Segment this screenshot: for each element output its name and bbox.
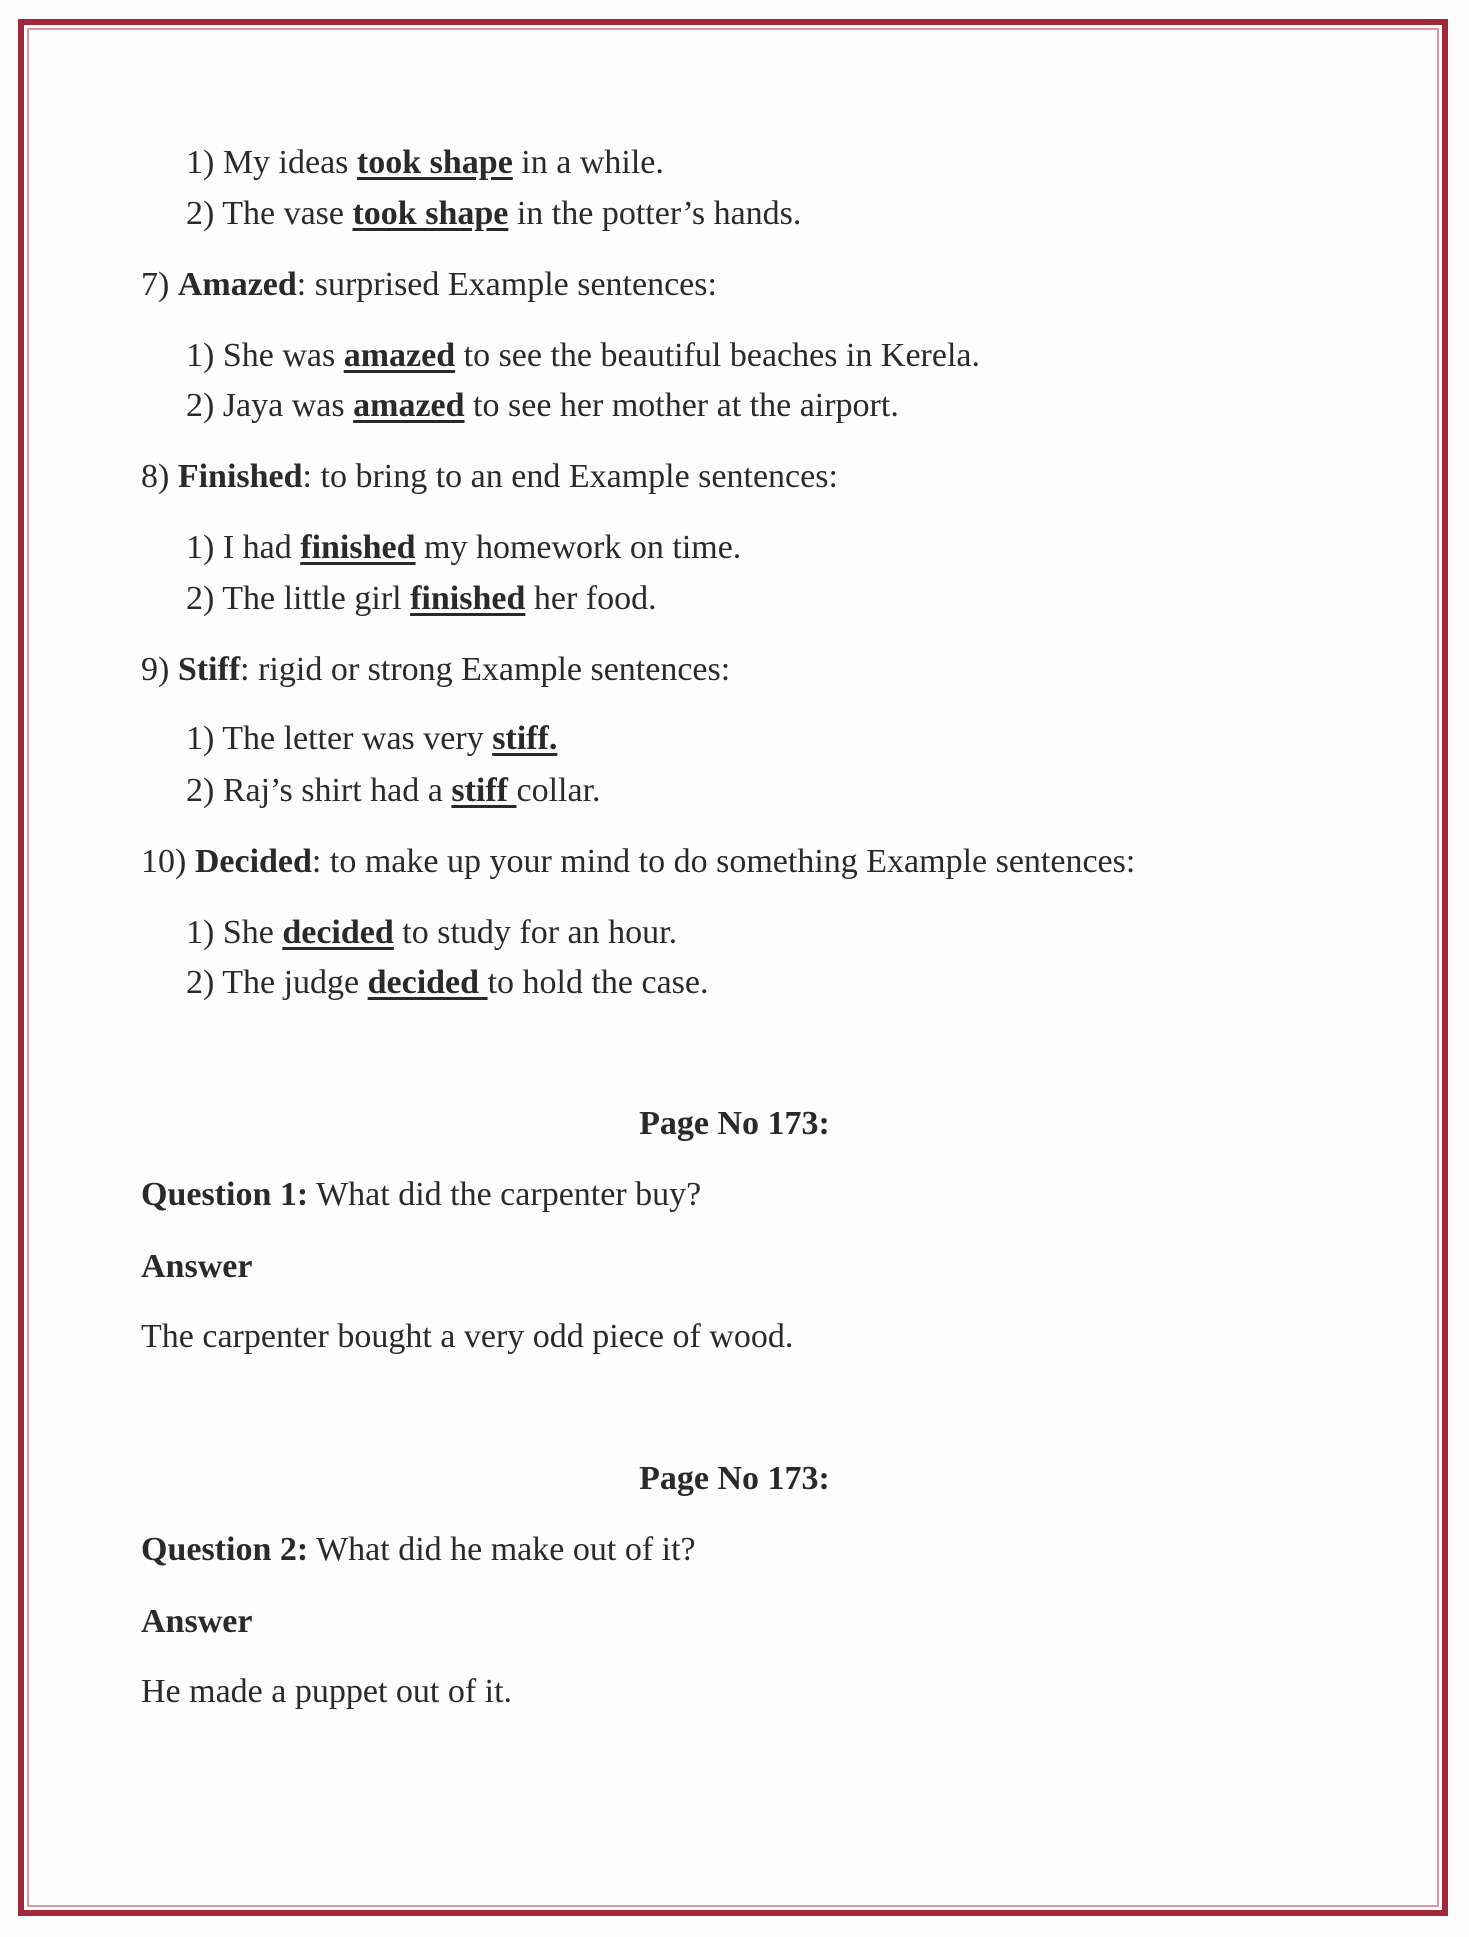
highlighted-word: finished bbox=[410, 580, 526, 617]
example-sentence bbox=[186, 963, 709, 1003]
text-span: collar. bbox=[516, 772, 601, 809]
example-sentence bbox=[186, 719, 557, 759]
text-span: : surprised Example sentences: bbox=[296, 266, 717, 303]
example-sentence bbox=[186, 579, 657, 619]
example-sentence bbox=[186, 336, 980, 376]
text-span: in a while. bbox=[512, 144, 664, 181]
text-span: 2) The judge bbox=[186, 964, 368, 1001]
highlighted-word: amazed bbox=[353, 387, 465, 424]
text-line bbox=[141, 1602, 252, 1642]
text-span: 10) bbox=[141, 843, 195, 880]
highlighted-word: stiff. bbox=[492, 720, 558, 757]
highlighted-word: stiff bbox=[451, 772, 517, 809]
page-number-heading bbox=[0, 1104, 1469, 1144]
example-sentence bbox=[186, 771, 601, 811]
text-line bbox=[141, 1530, 696, 1570]
example-sentence bbox=[186, 913, 677, 953]
example-sentence bbox=[186, 386, 899, 426]
highlighted-word: amazed bbox=[343, 337, 456, 374]
highlighted-word: decided bbox=[367, 964, 488, 1001]
text-span: 7) bbox=[141, 266, 178, 303]
highlighted-word: finished bbox=[300, 529, 416, 566]
highlighted-word: decided bbox=[282, 914, 394, 951]
highlighted-word: took shape bbox=[356, 144, 513, 181]
text-line bbox=[141, 265, 717, 305]
bold-term: Stiff bbox=[177, 651, 241, 688]
bold-term: Answer bbox=[141, 1603, 253, 1640]
text-line bbox=[141, 842, 1135, 882]
text-span: : rigid or strong Example sentences: bbox=[240, 651, 731, 688]
example-sentence bbox=[186, 194, 801, 234]
text-span: 2) Raj’s shirt had a bbox=[186, 772, 452, 809]
bold-term: Answer bbox=[141, 1248, 253, 1285]
text-span: : to make up your mind to do something Example sentences: bbox=[311, 843, 1136, 880]
bold-term: Decided bbox=[194, 843, 312, 880]
text-span: 1) My ideas bbox=[186, 144, 357, 181]
text-span: 8) bbox=[141, 458, 178, 495]
text-span: my homework on time. bbox=[415, 529, 742, 566]
text-line bbox=[141, 1317, 793, 1357]
text-span: in the potter’s hands. bbox=[508, 195, 802, 232]
bold-term: Finished bbox=[177, 458, 303, 495]
text-line bbox=[141, 1175, 701, 1215]
text-span: Page No 173: bbox=[639, 1460, 830, 1497]
text-span: What did the carpenter buy? bbox=[308, 1176, 702, 1213]
text-span: Page No 173: bbox=[639, 1105, 830, 1142]
text-line bbox=[141, 650, 730, 690]
text-span: to hold the case. bbox=[487, 964, 709, 1001]
text-span: 2) The vase bbox=[186, 195, 353, 232]
text-span: 1) The letter was very bbox=[186, 720, 493, 757]
text-line bbox=[141, 457, 838, 497]
example-sentence bbox=[186, 528, 741, 568]
text-span: 1) She was bbox=[186, 337, 344, 374]
text-line bbox=[141, 1247, 252, 1287]
text-span: He made a puppet out of it. bbox=[141, 1673, 513, 1710]
text-span: : to bring to an end Example sentences: bbox=[302, 458, 838, 495]
text-span: 2) Jaya was bbox=[186, 387, 354, 424]
text-span: 1) She bbox=[186, 914, 283, 951]
bold-term: Question 1: bbox=[141, 1176, 309, 1213]
highlighted-word: took shape bbox=[352, 195, 509, 232]
bold-term: Amazed bbox=[177, 266, 297, 303]
bold-term: Question 2: bbox=[141, 1531, 309, 1568]
text-span: her food. bbox=[525, 580, 657, 617]
text-span: to study for an hour. bbox=[393, 914, 678, 951]
text-line bbox=[141, 1672, 512, 1712]
example-sentence bbox=[186, 143, 664, 183]
text-span: to see her mother at the airport. bbox=[464, 387, 899, 424]
text-span: What did he make out of it? bbox=[308, 1531, 696, 1568]
text-span: 9) bbox=[141, 651, 178, 688]
text-span: The carpenter bought a very odd piece of wood. bbox=[141, 1318, 794, 1355]
text-span: 1) I had bbox=[186, 529, 301, 566]
page-number-heading bbox=[0, 1459, 1469, 1499]
text-span: to see the beautiful beaches in Kerela. bbox=[455, 337, 980, 374]
text-span: 2) The little girl bbox=[186, 580, 411, 617]
